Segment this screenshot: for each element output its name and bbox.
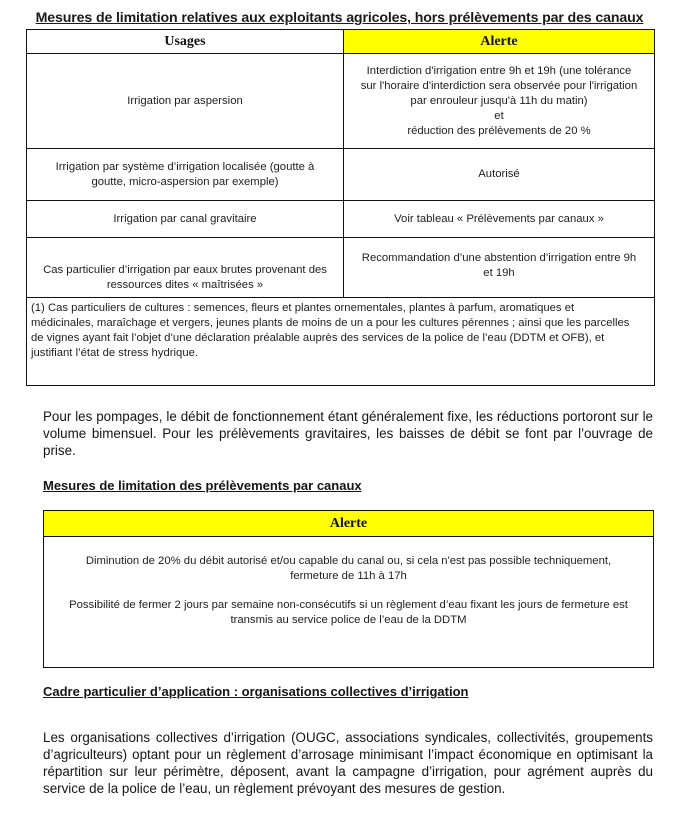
usage-line: goutte, micro-aspersion par exemple)	[91, 175, 279, 188]
alerte-line: Diminution de 20% du débit autorisé et/ou capable du canal ou, si cela n'est pas possible techniquement,	[85, 555, 612, 567]
collective-organisations-paragraph: Les organisations collectives d’irrigation (OUGC, associations syndicales, collectivités, groupements d’agriculteurs) optant pour un règlement d’arrosage minimisant l’impact économique en optimisant la répartition sur leur périmètre, déposent, avant la campagne d’irrigation, pour agrément auprès du service de la police de l’eau, un règlement prévoyant des mesures de gestion.	[43, 730, 653, 797]
alerte-line: par enrouleur jusqu'à 11h du matin)	[410, 94, 588, 107]
column-header-usages: Usages	[27, 30, 344, 54]
footnote-line: médicinales, maraîchage et vergers, jeunes plants de moins de un a pour les cultures pérennes ; ainsi que les parcelles	[31, 317, 630, 329]
canal-measures-table	[43, 510, 654, 668]
usage-line: ressources dites « maîtrisées »	[106, 279, 264, 291]
section-title-canaux: Mesures de limitation des prélèvements par canaux	[43, 478, 362, 493]
alerte-line: Possibilité de fermer 2 jours par semaine non-consécutifs si un règlement d’eau fixant les jours de fermeture est	[69, 599, 628, 611]
table-header-row	[44, 511, 654, 537]
table-row	[27, 238, 655, 298]
alerte-cell: Voir tableau « Prélèvements par canaux »	[344, 201, 655, 238]
footnote-line: de vignes ayant fait l’objet d’une déclaration préalable auprès des services de la police de l’eau (DDTM et OFB), et	[31, 332, 605, 344]
footnote-line: (1) Cas particuliers de cultures : semences, fleurs et plantes ornementales, plantes à parfum, aromatiques et	[31, 302, 575, 314]
usage-cell	[27, 238, 344, 298]
table-header-row	[27, 30, 655, 54]
alerte-line: Recommandation d’une abstention d’irrigation entre 9h	[361, 251, 637, 264]
footnote-line: justifiant l’état de stress hydrique.	[31, 347, 199, 359]
table-row	[27, 54, 655, 149]
alerte-line: sur l'horaire d'interdiction sera observée pour l'irrigation	[360, 79, 638, 92]
footnote-cell	[27, 298, 655, 386]
table-row	[27, 201, 655, 238]
limitation-measures-table	[26, 29, 655, 386]
table-row	[44, 537, 654, 668]
section-title-exploitants-agricoles: Mesures de limitation relatives aux exploitants agricoles, hors prélèvements par des canaux	[35, 10, 644, 26]
alerte-line: et	[494, 109, 504, 122]
alerte-line: transmis au service police de l’eau de la DDTM	[230, 614, 467, 626]
alerte-cell: Autorisé	[344, 149, 655, 201]
usage-cell	[27, 149, 344, 201]
alerte-line: et 19h	[483, 266, 515, 279]
alerte-cell	[344, 238, 655, 298]
alerte-line: fermeture de 11h à 17h	[290, 570, 407, 582]
usage-cell: Irrigation par aspersion	[27, 54, 344, 149]
usage-line: Irrigation par système d’irrigation localisée (goutte à	[55, 160, 315, 173]
alerte-cell	[44, 537, 654, 668]
footnote-row	[27, 298, 655, 386]
alerte-line: réduction des prélèvements de 20 %	[407, 124, 591, 137]
alerte-cell	[344, 54, 655, 149]
usage-line: Cas particulier d’irrigation par eaux brutes provenant des	[43, 264, 327, 276]
pumping-paragraph: Pour les pompages, le débit de fonctionnement étant généralement fixe, les réductions portoront sur le volume bimensuel. Pour les prélèvements gravitaires, les baisses de débit se font par l’ouvrage de prise.	[43, 409, 653, 459]
alerte-paragraph	[54, 554, 643, 584]
usage-cell: Irrigation par canal gravitaire	[27, 201, 344, 238]
alerte-paragraph	[54, 598, 643, 628]
table-row	[27, 149, 655, 201]
alerte-line: Interdiction d'irrigation entre 9h et 19h (une tolérance	[366, 64, 632, 77]
section-title-organisations-collectives: Cadre particulier d’application : organisations collectives d’irrigation	[43, 684, 469, 699]
column-header-alerte: Alerte	[344, 30, 655, 54]
column-header-alerte: Alerte	[44, 511, 654, 537]
